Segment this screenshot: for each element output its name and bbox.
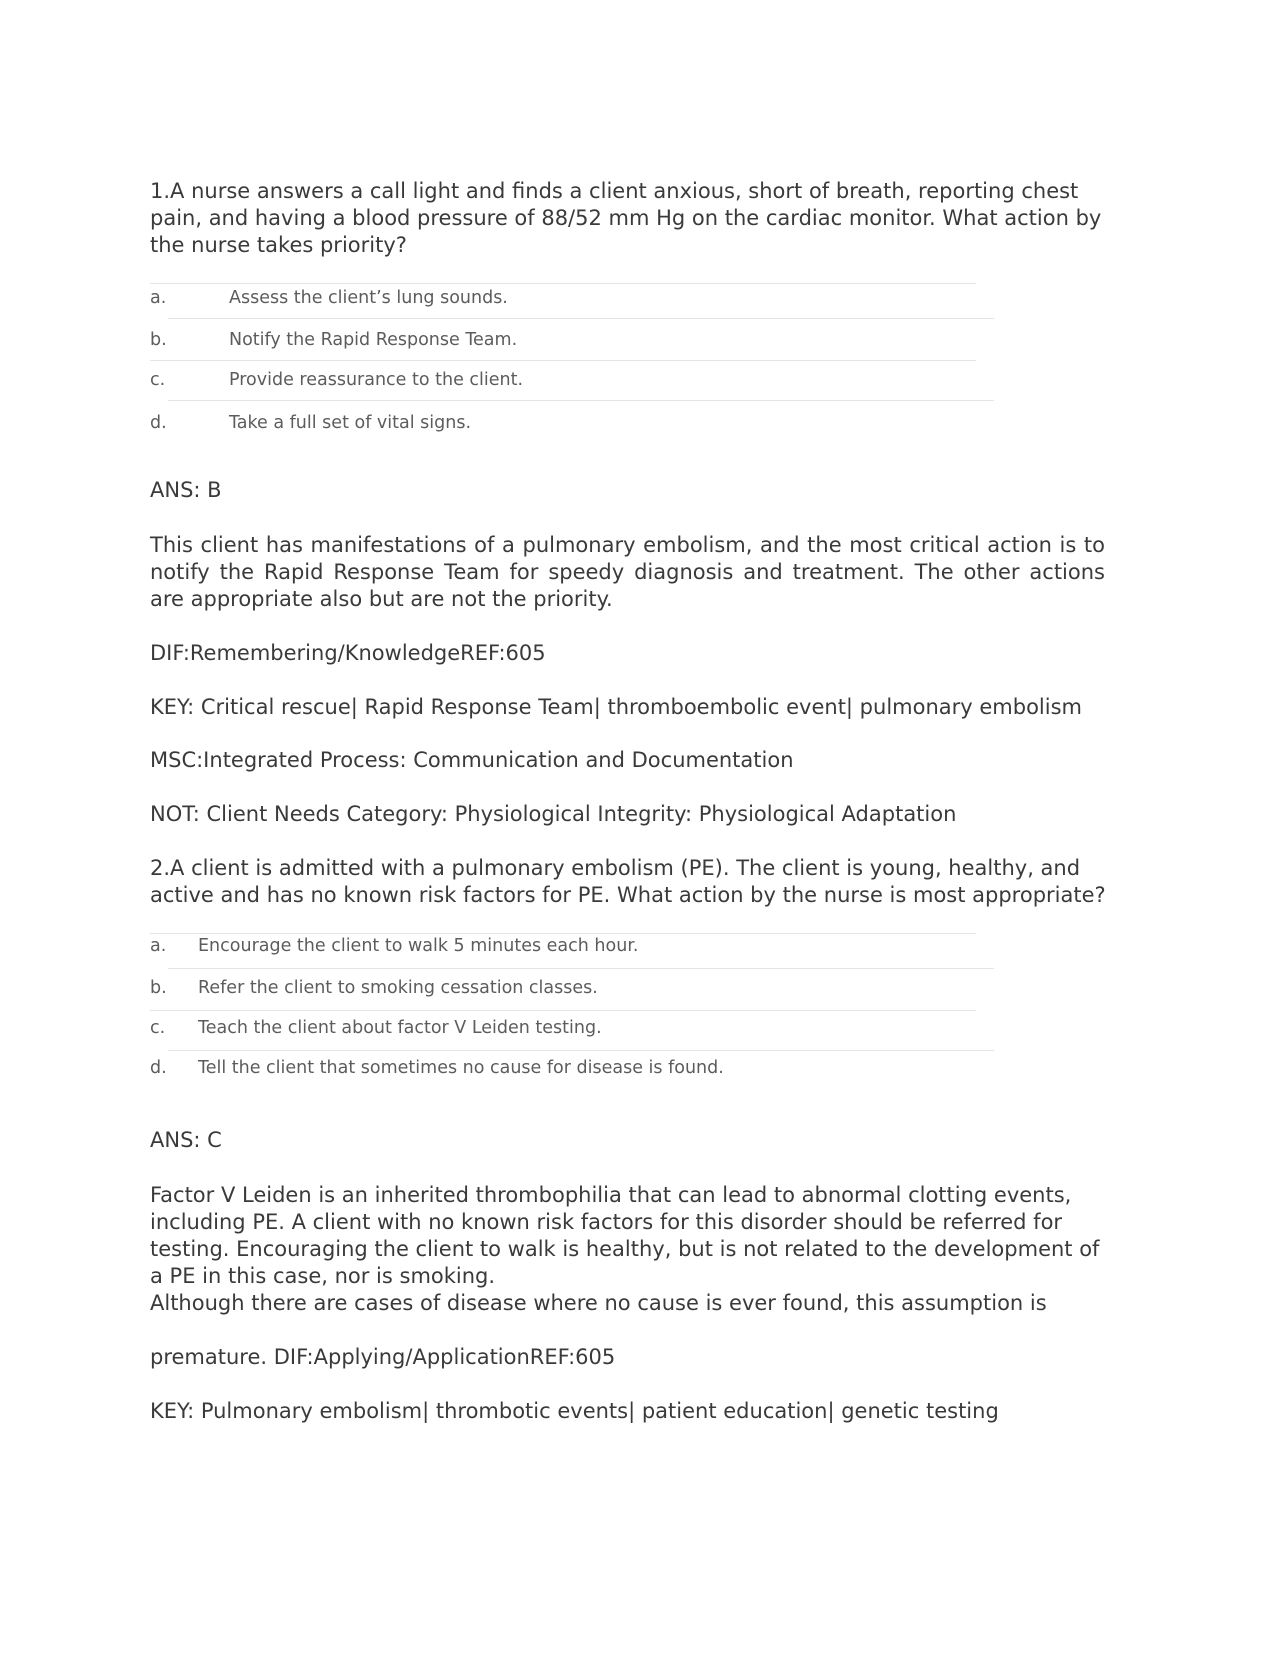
divider: [168, 318, 994, 319]
option-text: Encourage the client to walk 5 minutes each hour.: [198, 936, 639, 956]
option-d[interactable]: [150, 1057, 1050, 1079]
option-letter: a.: [150, 288, 167, 308]
option-letter: c.: [150, 1018, 166, 1038]
msc-category: MSC:Integrated Process: Communication and Documentation: [150, 748, 794, 772]
keywords: KEY: Pulmonary embolism| thrombotic events| patient education| genetic testing: [150, 1399, 999, 1423]
option-a[interactable]: [150, 935, 1050, 957]
keywords: KEY: Critical rescue| Rapid Response Team| thromboembolic event| pulmonary embolism: [150, 695, 1082, 719]
option-letter: a.: [150, 936, 167, 956]
document-page: [150, 178, 1150, 1425]
option-letter: d.: [150, 1058, 167, 1078]
divider: [150, 283, 976, 284]
option-b[interactable]: [150, 329, 1050, 351]
rationale: Factor V Leiden is an inherited thrombophilia that can lead to abnormal clotting events, including PE. A client with no known risk factors for this disorder should be referred for testing. Encouraging the client to walk is healthy, but is not related to the development of a PE in this case, nor is smoking.: [150, 1183, 1100, 1288]
option-b[interactable]: [150, 977, 1050, 999]
option-d[interactable]: [150, 412, 1050, 434]
question-1: [150, 178, 1150, 828]
question-2: [150, 855, 1150, 1425]
option-text: Take a full set of vital signs.: [229, 413, 472, 433]
rationale-continued: Although there are cases of disease where no cause is ever found, this assumption is: [150, 1291, 1047, 1315]
answer-key: ANS: B: [150, 478, 222, 502]
divider: [150, 933, 976, 934]
divider: [168, 968, 994, 969]
option-text: Teach the client about factor V Leiden testing.: [198, 1018, 602, 1038]
option-letter: d.: [150, 413, 167, 433]
question-stem: 1.A nurse answers a call light and finds a client anxious, short of breath, reporting chest pain, and having a blood pressure of 88/52 mm Hg on the cardiac monitor. What action by the nurse takes priority?: [150, 179, 1102, 257]
answer-key: ANS: C: [150, 1128, 222, 1152]
divider: [150, 1010, 976, 1011]
answer-options: [150, 283, 1150, 443]
option-text: Refer the client to smoking cessation classes.: [198, 978, 598, 998]
divider: [168, 1050, 994, 1051]
divider: [168, 400, 994, 401]
difficulty-ref: premature. DIF:Applying/ApplicationREF:605: [150, 1345, 616, 1369]
rationale: This client has manifestations of a pulmonary embolism, and the most critical action is to notify the Rapid Response Team for speedy diagnosis and treatment. The other actions are appropriate also but are not the priority.: [150, 533, 1105, 611]
option-text: Provide reassurance to the client.: [229, 370, 524, 390]
question-stem: 2.A client is admitted with a pulmonary embolism (PE). The client is young, healthy, and active and has no known risk factors for PE. What action by the nurse is most appropriate?: [150, 856, 1106, 907]
answer-options: [150, 933, 1150, 1093]
client-needs-category: NOT: Client Needs Category: Physiological Integrity: Physiological Adaptation: [150, 802, 957, 826]
option-letter: b.: [150, 330, 167, 350]
divider: [150, 360, 976, 361]
option-c[interactable]: [150, 1017, 1050, 1039]
option-c[interactable]: [150, 369, 1050, 391]
difficulty-ref: DIF:Remembering/KnowledgeREF:605: [150, 641, 546, 665]
option-letter: c.: [150, 370, 166, 390]
option-letter: b.: [150, 978, 167, 998]
option-text: Assess the client’s lung sounds.: [229, 288, 508, 308]
option-text: Notify the Rapid Response Team.: [229, 330, 518, 350]
option-text: Tell the client that sometimes no cause for disease is found.: [198, 1058, 724, 1078]
option-a[interactable]: [150, 287, 1050, 309]
